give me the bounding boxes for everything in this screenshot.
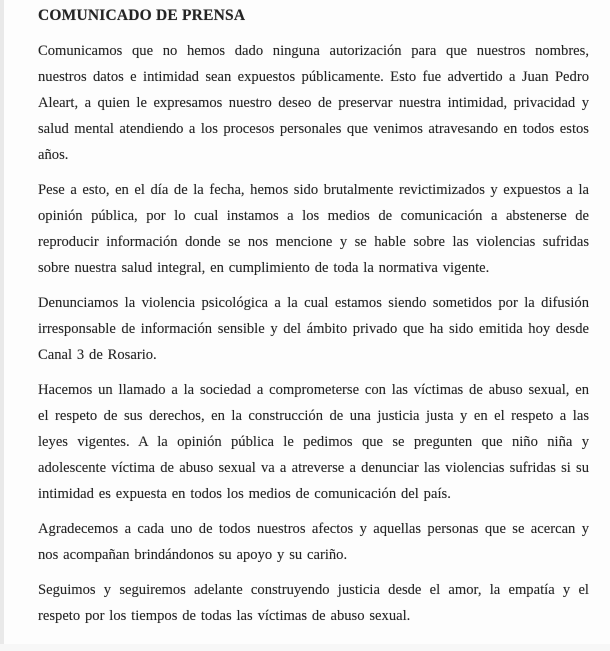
left-edge-shadow: [0, 0, 4, 651]
document-content: [38, 3, 589, 651]
paragraph-revictimization: Pese a esto, en el día de la fecha, hemos sido brutalmente revictimizados y expuestos a la opinión pública, por lo cual instamos a los medios de comunicación a abstenerse de reproducir información donde se nos mencione y se hable sobre las violencias sufridas sobre nuestra salud integral, en cumplimiento de toda la normativa vigente.: [38, 182, 589, 276]
paragraph-thanks: Agradecemos a cada uno de todos nuestros afectos y aquellas personas que se acercan y nos acompañan brindándonos su apoyo y su cariño.: [38, 521, 589, 563]
paragraph-closing: Seguimos y seguiremos adelante construyendo justicia desde el amor, la empatía y el respeto por los tiempos de todas las víctimas de abuso sexual.: [38, 582, 589, 624]
paragraph-denunciation: Denunciamos la violencia psicológica a la cual estamos siendo sometidos por la difusión irresponsable de información sensible y del ámbito privado que ha sido emitida hoy desde Canal 3 de Rosario.: [38, 295, 589, 363]
paragraph-call-to-society: Hacemos un llamado a la sociedad a comprometerse con las víctimas de abuso sexual, en el respeto de sus derechos, en la construcción de una justicia justa y en el respeto a las leyes vigentes. A la opinión pública le pedimos que se pregunten que niño niña y adolescente víctima de abuso sexual va a atreverse a denunciar las violencias sufridas si su intimidad es expuesta en todos los medios de comunicación del país.: [38, 382, 589, 502]
paragraph-authorization: Comunicamos que no hemos dado ninguna autorización para que nuestros nombres, nuestros datos e intimidad sean expuestos públicamente. Esto fue advertido a Juan Pedro Aleart, a quien le expresamos nuestro deseo de preservar nuestra intimidad, privacidad y salud mental atendiendo a los procesos personales que venimos atravesando en todos estos años.: [38, 43, 589, 163]
bottom-edge-shadow: [0, 644, 610, 651]
document-title: COMUNICADO DE PRENSA: [38, 7, 246, 24]
